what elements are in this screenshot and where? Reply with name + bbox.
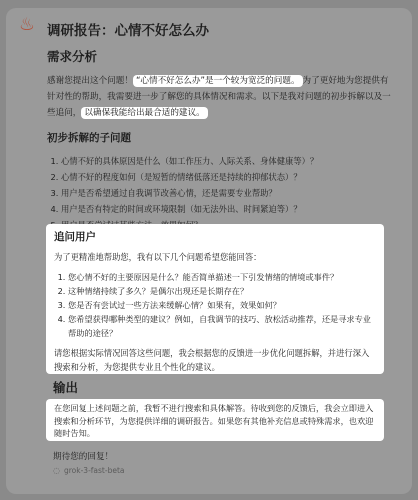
intro-mid: 为了更好地为您提供有针对性的帮助，我需要进一步了解您的具体情况和需求。以下是我对问题的初步拆解以及一些追问， bbox=[47, 76, 391, 118]
list-item: 3. 您是否有尝试过一些方法来缓解心情？如果有，效果如何？ bbox=[68, 298, 376, 312]
list-item: 4. 用户是否有特定的时间或环境限制（如无法外出、时间紧迫等）？ bbox=[61, 201, 397, 217]
output-heading: 输出 bbox=[53, 380, 79, 395]
list-item: 2. 心情不好的程度如何（是短暂的情绪低落还是持续的抑郁状态）？ bbox=[61, 169, 397, 185]
followup-panel bbox=[46, 224, 384, 374]
intro-pre: 感谢您提出这个问题！ bbox=[47, 76, 133, 86]
followup-outro: 请您根据实际情况回答这些问题，我会根据您的反馈进一步优化问题拆解，并进行深入搜索和分析，为您提供专业且个性化的建议。 bbox=[54, 348, 370, 372]
subquestions-heading: 初步拆解的子问题 bbox=[47, 132, 131, 144]
list-item: 3. 用户是否希望通过自我调节改善心情，还是需要专业帮助？ bbox=[61, 185, 397, 201]
analysis-heading: 需求分析 bbox=[47, 49, 98, 64]
subquestions-list bbox=[47, 153, 397, 233]
model-name: grok-3-fast-beta bbox=[63, 466, 125, 475]
followup-intro: 为了更精准地帮助您，我有以下几个问题希望您能回答： bbox=[54, 252, 262, 262]
list-item: 4. 您希望获得哪种类型的建议？例如，自我调节的技巧、放松活动推荐，还是寻求专业帮助的途径？ bbox=[68, 312, 376, 340]
model-label bbox=[53, 465, 124, 477]
report-title: 调研报告：心情不好怎么办 bbox=[47, 23, 209, 39]
model-icon: ◌ bbox=[53, 466, 60, 475]
list-item: 2. 这种情绪持续了多久？是偶尔出现还是长期存在？ bbox=[68, 284, 376, 298]
highlight-2: 以确保我能给出最合适的建议。 bbox=[81, 107, 207, 119]
closing-text: 期待您的回复！ bbox=[53, 452, 114, 462]
followup-heading: 追问用户 bbox=[54, 231, 96, 243]
output-text: 在您回复上述问题之前，我暂不进行搜索和具体解答。待收到您的反馈后，我会立即进入搜索和分析环节，为您提供详细的调研报告。如果您有其他补充信息或特殊需求，也欢迎随时告知。 bbox=[54, 403, 374, 438]
analysis-intro bbox=[47, 73, 397, 121]
followup-list bbox=[54, 270, 376, 340]
report-content bbox=[47, 22, 397, 233]
list-item: 1. 心情不好的具体原因是什么（如工作压力、人际关系、身体健康等）？ bbox=[61, 153, 397, 169]
highlight-1: “心情不好怎么办”是一个较为宽泛的问题。 bbox=[133, 75, 303, 87]
output-panel bbox=[46, 399, 384, 441]
list-item: 1. 您心情不好的主要原因是什么？能否简单描述一下引发情绪的情境或事件？ bbox=[68, 270, 376, 284]
assistant-logo-icon: ♨ bbox=[18, 14, 36, 35]
